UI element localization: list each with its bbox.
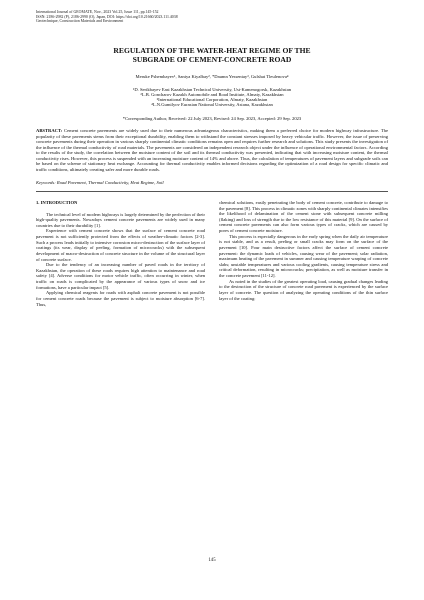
submission-dates: *Corresponding Author, Received: 22 July 2023, Revised: 24 Sep. 2023, Accepted: 29 Sep. 2023 <box>122 115 302 121</box>
abstract-text: Cement concrete pavements are widely used due to their numerous advantageous characteristics, making them a preferred choice for modern highway infrastructure. The popularity of these pavements stems from their exceptional durability, enabling them to withstand the constant stresses imposed by heavy vehicular traffic. However, the issue of preserving concrete pavements during their operation in various sharply continental climatic conditions remains open and requires further research and solutions. This study presents the investigation of the influence of the thermal conductivity of road materials. The pavements are considered an independent research object under the influence of operational environmental factors. According to the results of the study, the correlation between the moisture content of the soil and its thermal conductivity was presented, indicating that with increasing moisture content, the thermal conductivity rises. However, this process is suspended with an increasing moisture content of 14% and above. Thus, the calculation of temperatures of pavement layers and subgrade soils can be based on the scheme of stationary heat exchange. Accounting for thermal conductivity enables informed decisions regarding the optimization of a road design for specific climatic and traffic conditions, ultimately creating safer and more durable roads. <box>36 128 388 173</box>
page-number: 145 <box>208 558 216 563</box>
abstract-label: ABSTRACT: <box>36 128 63 134</box>
paragraph: Applying chemical reagents for roads with asphalt concrete pavement is not possible for cement concrete roads because the pavement is subject to moisture absorption [6-7]. Thus, <box>36 290 205 307</box>
keywords: Keywords: Road Pavement, Thermal Conductivity, Heat Regime, Soil <box>36 179 164 185</box>
journal-header <box>36 10 388 24</box>
affiliation-1: ¹D. Serikbayev East Kazakhstan Technical University, Ust-Kamenogorsk, Kazakhstan <box>132 86 292 92</box>
paragraph: This process is especially dangerous in the early spring when the daily air temperature is not stable, and as a result, peeling or small cracks may form on the surface of the pavement [10]. Four main destructive factors affect the surface of cement concrete pavement: the dynamic loads of vehicles, causing wear of the pavement; solar radiation, maximum heating of the pavement in summer and causing temperature warping of concrete slabs; unstable temperatures and various cooling gradients, causing temperature stress and critical deformation, resulting in microcracks; precipitation, as well as moisture transfer in the concrete pavement [11-12]. <box>219 233 388 279</box>
paragraph: chemical solutions, easily penetrating the body of cement concrete, contribute to damage to the pavement [8]. This process in climatic zones with sharply continental climates intensifies the likelihood of delamination of the cement stone with subsequent concrete milling (flaking) and loss of strength due to the low resistance of this material [9]. On the surface of cement concrete pavements can also form various types of cracks, which are caused by pores of cement concrete moisture. <box>219 199 388 234</box>
paper-title <box>36 46 388 64</box>
paragraph: Due to the tendency of an increasing number of paved roads in the territory of Kazakhstan, the operation of these roads requires high attention to maintenance and road safety [4]. Adverse conditions for motor vehicle traffic, often occurring in winter, when traffic on roads is complicated by the appearance of various types of snow and ice formations, have a particular impact [5]. <box>36 262 205 290</box>
journal-issn-line: ISSN: 2186-2982 (P), 2186-2990 (O), Japan, DOI: https://doi.org/10.21660/2023.111.4038 <box>36 14 178 19</box>
divider <box>36 191 388 192</box>
affiliation-4: ⁴L.N.Gumilyov Eurasian National University, Astana, Kazakhstan <box>151 102 273 108</box>
author-list: Meruke Pshembayev¹, Saniya Kiyalbay², *Daumn Yessentay³, Gulshat Tleulenova⁴ <box>135 74 289 80</box>
title-line-2: SUBGRADE OF CEMENT-CONCRETE ROAD <box>132 54 292 64</box>
title-line-1: REGULATION OF THE WATER-HEAT REGIME OF THE <box>113 45 311 55</box>
abstract <box>36 128 388 172</box>
journal-category-line: Geotechnique, Construction Materials and Environment <box>36 19 124 24</box>
left-column <box>36 200 205 307</box>
section-heading: 1. INTRODUCTION <box>36 199 78 205</box>
journal-line: International Journal of GEOMATE, Nov., 2023 Vol.25, Issue 111, pp.145-152 <box>36 10 159 14</box>
affiliation-list <box>36 87 388 108</box>
paragraph: Experience with cement concrete shows that the surface of cement concrete road pavement is not sufficiently protected from the effects of weather-climatic factors [2-3]. Such a process leads initially to intensive corrosion micro-destruction of the surface layer of coatings (its wear, display of peeling, formation of microcracks) with the subsequent development of macro-destruction of concrete structure in the volume of the structural layer of concrete surface. <box>36 228 205 262</box>
paragraph: As noted in the studies of the greatest operating load, causing gradual changes leading to the destruction of the structure of concrete road pavement is experienced by the surface layer of concrete. The question of analyzing the operating conditions of the thin surface layer of the coating: <box>219 278 388 301</box>
body-columns <box>36 200 388 307</box>
paragraph: The technical level of modern highways is largely determined by the perfection of their high-quality pavements. Nowadays cement concrete pavements are widely used in many countries due to their durability [1]. <box>36 211 205 228</box>
right-column <box>219 200 388 307</box>
affiliation-3: ³International Educational Corporation, Almaty, Kazakhstan <box>156 97 268 103</box>
affiliation-2: ²L.B. Goncharov Kazakh Automobile and Road Institute, Almaty, Kazakhstan <box>140 91 284 97</box>
